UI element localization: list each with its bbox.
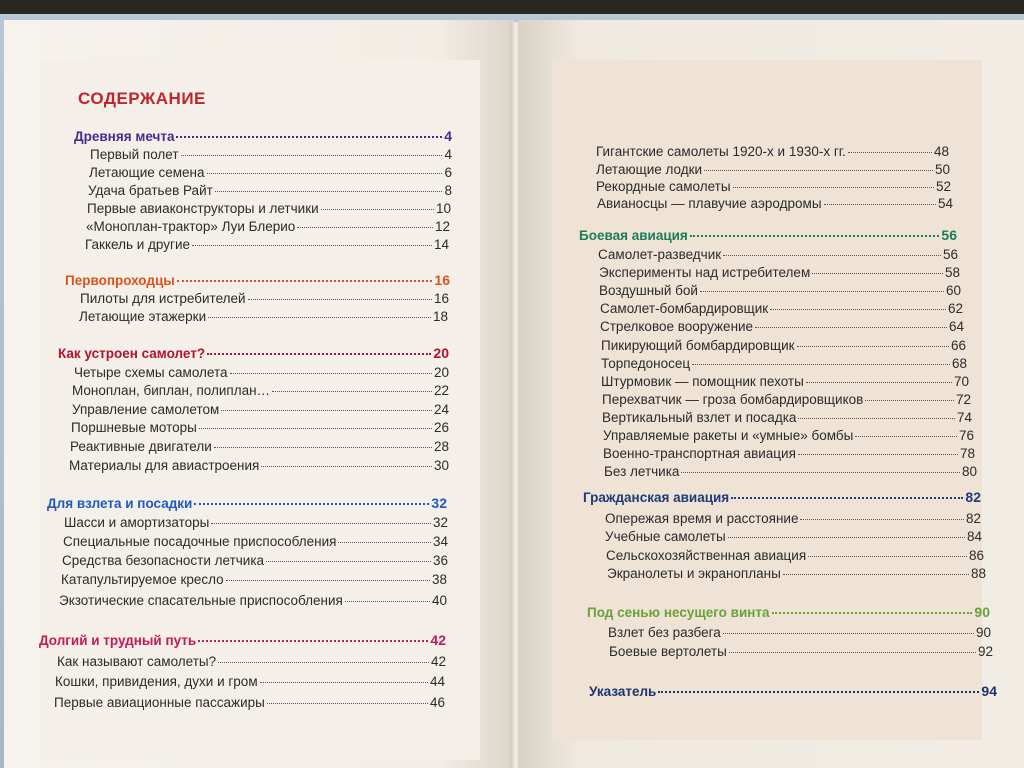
dot-leader	[221, 410, 432, 411]
toc-item	[74, 365, 449, 380]
dot-leader	[177, 280, 433, 282]
item-title: Торпедоносец	[601, 356, 691, 371]
item-title: Шасси и амортизаторы	[64, 515, 210, 530]
item-page: 50	[934, 162, 950, 177]
dot-leader	[723, 633, 974, 634]
dot-leader	[681, 472, 960, 473]
section-page: 16	[434, 272, 450, 288]
dot-leader	[176, 136, 442, 138]
item-title: Первые авиаконструкторы и летчики	[87, 201, 319, 216]
item-title: Боевые вертолеты	[609, 644, 727, 659]
item-page: 36	[432, 553, 448, 568]
toc-item	[597, 196, 953, 211]
item-title: Кошки, привидения, духи и гром	[55, 674, 258, 689]
item-page: 80	[961, 464, 977, 479]
toc-item	[59, 593, 447, 608]
item-title: Четыре схемы самолета	[74, 365, 228, 380]
dot-leader	[215, 191, 443, 192]
toc-item	[72, 383, 449, 398]
toc-item	[609, 644, 993, 659]
toc-item	[599, 283, 961, 298]
dot-leader	[198, 640, 428, 642]
item-page: 30	[433, 458, 449, 473]
toc-item	[600, 319, 964, 334]
dot-leader	[865, 400, 954, 401]
dot-leader	[806, 382, 952, 383]
item-page: 58	[944, 265, 960, 280]
item-page: 84	[966, 529, 982, 544]
dot-leader	[207, 173, 443, 174]
dot-leader	[199, 428, 432, 429]
dot-leader	[658, 691, 979, 693]
item-page: 88	[970, 566, 986, 581]
section-page: 56	[941, 227, 957, 243]
toc-item	[80, 291, 449, 306]
item-page: 38	[431, 572, 447, 587]
toc-item	[598, 247, 958, 262]
toc-item	[599, 265, 960, 280]
toc-item	[596, 144, 949, 159]
item-page: 42	[430, 654, 446, 669]
toc-section-ancient-dream	[74, 128, 452, 144]
toc-item	[70, 439, 449, 454]
item-title: Эксперименты над истребителем	[599, 265, 811, 280]
item-page: 46	[429, 695, 445, 710]
item-title: Реактивные двигатели	[70, 439, 212, 454]
dot-leader	[226, 580, 430, 581]
section-page: 20	[433, 345, 449, 361]
item-page: 54	[937, 196, 953, 211]
item-page: 26	[433, 420, 449, 435]
toc-item	[72, 402, 449, 417]
item-title: Военно-транспортная авиация	[603, 446, 796, 461]
dot-leader	[772, 612, 973, 614]
toc-item	[86, 219, 450, 234]
item-page: 92	[977, 644, 993, 659]
toc-item	[57, 654, 446, 669]
toc-item	[603, 446, 975, 461]
toc-section-takeoff-landing	[47, 495, 447, 511]
section-title: Долгий и трудный путь	[39, 633, 197, 648]
item-title: Пилоты для истребителей	[80, 291, 246, 306]
toc-item	[607, 566, 986, 581]
toc-item	[601, 374, 969, 389]
toc-section-pioneers	[65, 272, 450, 288]
item-page: 66	[950, 338, 966, 353]
section-title: Гражданская авиация	[583, 490, 730, 505]
dot-leader	[770, 309, 946, 310]
toc-item	[85, 237, 449, 252]
toc-item	[606, 548, 984, 563]
item-title: «Моноплан-трактор» Луи Блерио	[86, 219, 296, 234]
item-title: Пикирующий бомбардировщик	[601, 338, 795, 353]
toc-section-long-path	[39, 632, 446, 648]
toc-item	[88, 183, 452, 198]
section-title: Древняя мечта	[74, 129, 175, 144]
item-title: Перехватчик — гроза бомбардировщиков	[602, 392, 864, 407]
item-title: Самолет-разведчик	[598, 247, 722, 262]
toc-item	[63, 534, 448, 549]
item-title: Управляемые ракеты и «умные» бомбы	[603, 428, 854, 443]
item-page: 14	[433, 237, 449, 252]
dot-leader	[808, 556, 967, 557]
dot-leader	[733, 187, 934, 188]
item-title: Удача братьев Райт	[88, 183, 213, 198]
toc-item	[90, 147, 452, 162]
item-title: Средства безопасности летчика	[62, 553, 265, 568]
dot-leader	[248, 299, 432, 300]
item-page: 10	[435, 201, 451, 216]
item-page: 20	[433, 365, 449, 380]
toc-item	[71, 420, 449, 435]
toc-item	[601, 338, 966, 353]
item-page: 8	[444, 183, 452, 198]
toc-item	[62, 553, 448, 568]
item-title: Гаккель и другие	[85, 237, 190, 252]
dot-leader	[338, 542, 431, 543]
dot-leader	[297, 227, 433, 228]
toc-item	[79, 309, 448, 324]
dot-leader	[812, 273, 943, 274]
section-page: 42	[430, 632, 446, 648]
toc-section-rotor	[587, 604, 990, 620]
item-page: 6	[444, 165, 452, 180]
item-title: Рекордные самолеты	[596, 179, 731, 194]
dot-leader	[194, 503, 429, 505]
item-title: Специальные посадочные приспособления	[63, 534, 337, 549]
dot-leader	[731, 497, 963, 499]
dot-leader	[729, 652, 976, 653]
dot-leader	[181, 155, 443, 156]
item-page: 56	[942, 247, 958, 262]
item-page: 62	[947, 301, 963, 316]
item-page: 44	[429, 674, 445, 689]
item-title: Воздушный бой	[599, 283, 698, 298]
toc-item	[602, 392, 971, 407]
toc-item	[596, 179, 951, 194]
item-page: 4	[444, 147, 452, 162]
dot-leader	[261, 466, 432, 467]
item-title: Как называют самолеты?	[57, 654, 217, 669]
item-title: Катапультируемое кресло	[61, 572, 224, 587]
item-page: 82	[965, 511, 981, 526]
dot-leader	[755, 327, 947, 328]
item-page: 52	[935, 179, 951, 194]
item-page: 78	[959, 446, 975, 461]
item-title: Вертикальный взлет и посадка	[602, 410, 797, 425]
toc-item	[605, 529, 982, 544]
section-title: Под сенью несущего винта	[587, 605, 770, 620]
toc-item	[61, 572, 447, 587]
item-title: Стрелковое вооружение	[600, 319, 754, 334]
item-title: Опережая время и расстояние	[605, 511, 799, 526]
section-title: Первопроходцы	[65, 273, 175, 288]
dot-leader	[192, 245, 432, 246]
toc-item	[69, 458, 449, 473]
section-page: 82	[965, 489, 981, 505]
item-title: Материалы для авиастроения	[69, 458, 260, 473]
dot-leader	[692, 364, 950, 365]
dot-leader	[723, 255, 941, 256]
toc-section-combat-aviation	[579, 227, 957, 243]
dot-leader	[267, 703, 428, 704]
item-title: Сельскохозяйственная авиация	[606, 548, 807, 563]
item-page: 34	[432, 534, 448, 549]
toc-item	[608, 625, 991, 640]
item-title: Гигантские самолеты 1920-х и 1930-х гг.	[596, 144, 846, 159]
toc-section-how-plane-works	[58, 345, 449, 361]
item-page: 74	[956, 410, 972, 425]
item-page: 70	[953, 374, 969, 389]
item-title: Летающие этажерки	[79, 309, 207, 324]
section-page: 90	[974, 604, 990, 620]
item-page: 12	[434, 219, 450, 234]
dot-leader	[321, 209, 434, 210]
section-page: 4	[444, 128, 452, 144]
contents-title: СОДЕРЖАНИЕ	[78, 89, 206, 108]
item-title: Первый полет	[90, 147, 179, 162]
section-title: Указатель	[589, 684, 657, 699]
item-page: 68	[951, 356, 967, 371]
item-page: 86	[968, 548, 984, 563]
dot-leader	[690, 235, 940, 237]
item-page: 32	[432, 515, 448, 530]
section-title: Для взлета и посадки	[47, 496, 193, 511]
item-page: 22	[433, 383, 449, 398]
dot-leader	[218, 662, 429, 663]
item-page: 28	[433, 439, 449, 454]
item-title: Штурмовик — помощник пехоты	[601, 374, 804, 389]
item-page: 90	[975, 625, 991, 640]
item-title: Без летчика	[604, 464, 680, 479]
item-page: 16	[433, 291, 449, 306]
dot-leader	[798, 454, 958, 455]
item-page: 76	[958, 428, 974, 443]
dot-leader	[214, 447, 432, 448]
toc-section-civil-aviation	[583, 489, 981, 505]
item-title: Летающие лодки	[596, 162, 703, 177]
dot-leader	[230, 373, 432, 374]
dot-leader	[728, 537, 965, 538]
dot-leader	[798, 418, 955, 419]
item-page: 48	[933, 144, 949, 159]
toc-item	[87, 201, 451, 216]
dot-leader	[260, 682, 428, 683]
dot-leader	[797, 346, 949, 347]
dot-leader	[824, 204, 936, 205]
dot-leader	[266, 561, 431, 562]
dot-leader	[700, 291, 944, 292]
item-page: 60	[945, 283, 961, 298]
section-page: 94	[981, 683, 997, 699]
section-title: Боевая авиация	[579, 228, 688, 243]
toc-item	[601, 356, 967, 371]
item-title: Летающие семена	[89, 165, 205, 180]
item-title: Авианосцы — плавучие аэродромы	[597, 196, 822, 211]
dot-leader	[207, 353, 431, 355]
toc-item	[89, 165, 452, 180]
dot-leader	[800, 519, 963, 520]
item-page: 40	[431, 593, 447, 608]
item-title: Самолет-бомбардировщик	[600, 301, 769, 316]
toc-item	[55, 674, 445, 689]
section-title: Как устроен самолет?	[58, 346, 206, 361]
item-title: Первые авиационные пассажиры	[54, 695, 265, 710]
item-title: Учебные самолеты	[605, 529, 726, 544]
dot-leader	[783, 574, 969, 575]
section-page: 32	[431, 495, 447, 511]
toc-item	[64, 515, 448, 530]
toc-item	[604, 464, 977, 479]
item-title: Моноплан, биплан, полиплан…	[72, 383, 271, 398]
item-title: Экзотические спасательные приспособления	[59, 593, 343, 608]
toc-item	[54, 695, 445, 710]
dot-leader	[848, 152, 932, 153]
toc-item	[602, 410, 972, 425]
dot-leader	[208, 317, 431, 318]
dot-leader	[345, 601, 430, 602]
dot-leader	[272, 391, 432, 392]
toc-item	[600, 301, 963, 316]
item-title: Экранолеты и экранопланы	[607, 566, 781, 581]
toc-item	[605, 511, 981, 526]
item-title: Взлет без разбега	[608, 625, 721, 640]
item-page: 64	[948, 319, 964, 334]
toc-section-index	[589, 683, 997, 699]
item-title: Управление самолетом	[72, 402, 220, 417]
dot-leader	[704, 170, 933, 171]
toc-item	[596, 162, 950, 177]
toc-item	[603, 428, 974, 443]
dot-leader	[211, 523, 431, 524]
item-page: 18	[432, 309, 448, 324]
item-title: Поршневые моторы	[71, 420, 197, 435]
dot-leader	[855, 436, 957, 437]
item-page: 72	[955, 392, 971, 407]
item-page: 24	[433, 402, 449, 417]
